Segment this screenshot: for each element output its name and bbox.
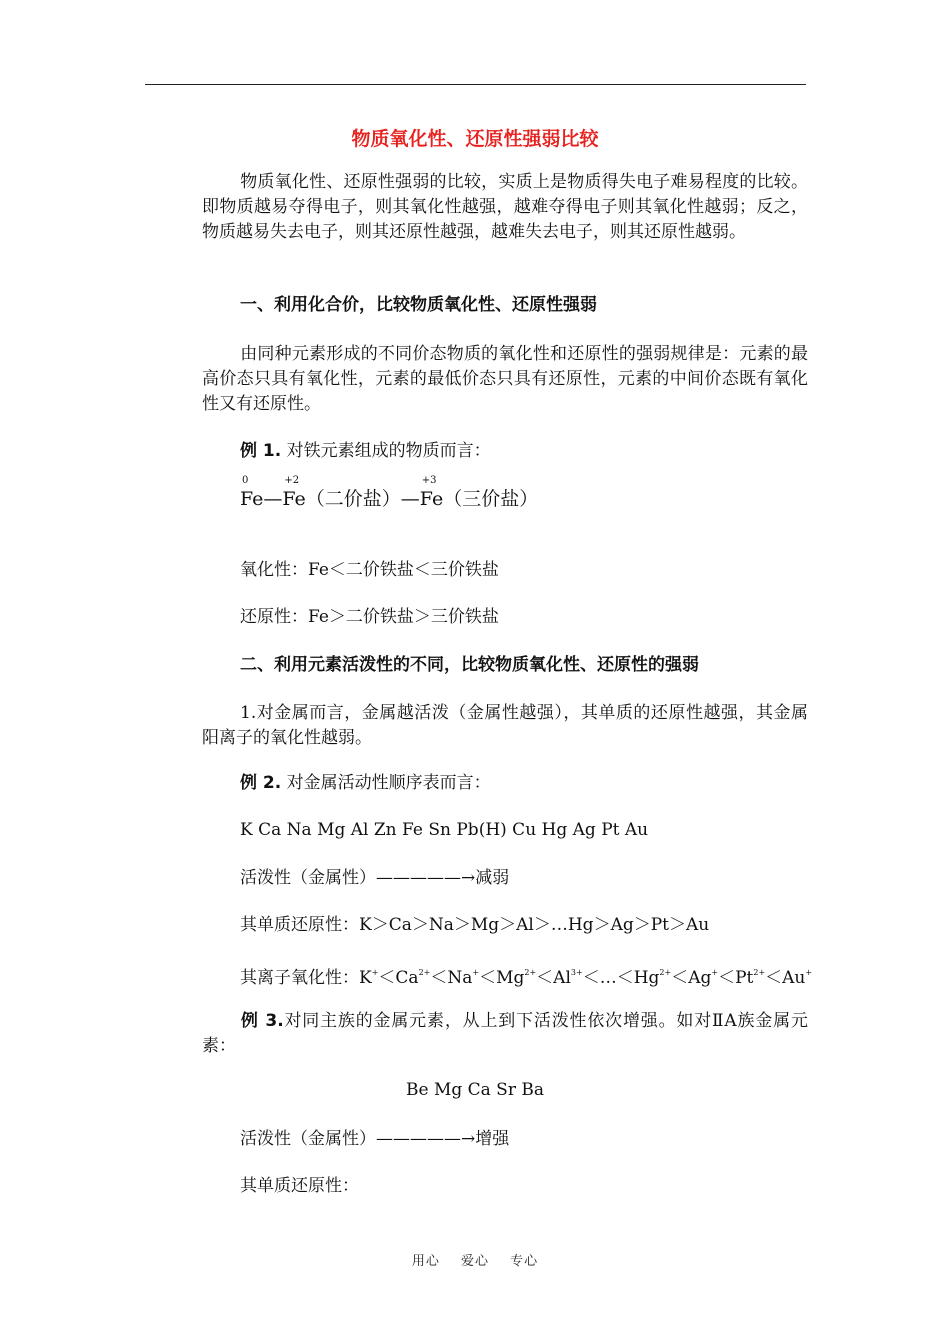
section2-heading: 二、利用元素活泼性的不同，比较物质氧化性、还原性的强弱 [240, 655, 699, 675]
example1-text: 对铁元素组成的物质而言： [286, 441, 491, 461]
ion-symbol: Pt [735, 968, 754, 988]
ion-symbol: Hg [633, 968, 660, 988]
example2-label: 例 2. [240, 773, 282, 793]
ion-oxidizing-label: 其离子氧化性： [240, 968, 359, 988]
group-2a-elements: Be Mg Ca Sr Ba [405, 1080, 544, 1100]
footer-item: 用心 [411, 1254, 440, 1269]
fe-0: 0 Fe [240, 475, 264, 510]
example3-label: 例 3. [240, 1011, 284, 1031]
ion-symbol: K [359, 968, 372, 988]
ion-charge: 3+ [570, 968, 583, 977]
salt-2: （二价盐） [305, 488, 401, 510]
elemental-reducing-order: 其单质还原性：K＞Ca＞Na＞Mg＞Al＞…Hg＞Ag＞Pt＞Au [240, 915, 710, 935]
example1 [240, 439, 491, 464]
fe-2: +2 Fe [282, 475, 306, 510]
ion-symbol: Al [553, 968, 571, 988]
intro-paragraph: 物质氧化性、还原性强弱的比较，实质上是物质得失电子难易程度的比较。即物质越易夺得电子，则其氧化性越强，越难夺得电子则其氧化性越弱；反之，物质越易失去电子，则其还原性越强，越难失去电子，则其还原性越弱。 [202, 172, 808, 242]
section2-point1: 1.对金属而言，金属越活泼（金属性越强），其单质的还原性越强，其金属阳离子的氧化性越弱。 [202, 703, 808, 748]
ion-symbol: … [599, 968, 617, 988]
ion-charge: 2+ [524, 968, 537, 977]
section1-text: 由同种元素形成的不同价态物质的氧化性和还原性的强弱规律是：元素的最高价态只具有氧化性，元素的最低价态只具有还原性，元素的中间价态既有氧化性又有还原性。 [202, 344, 808, 414]
ion-charge: 2+ [659, 968, 672, 977]
example2 [240, 771, 491, 796]
salt-3: （三价盐） [443, 488, 539, 510]
less-than-sign: ＜ [430, 968, 448, 988]
ion-charge: + [472, 968, 480, 977]
page-title: 物质氧化性、还原性强弱比较 [351, 128, 599, 150]
less-than-sign: ＜ [718, 968, 736, 988]
oxidizing-order: 氧化性：Fe＜二价铁盐＜三价铁盐 [240, 560, 499, 580]
less-than-sign: ＜ [378, 968, 396, 988]
reducing-order: 还原性：Fe＞二价铁盐＞三价铁盐 [240, 607, 499, 627]
ion-symbol: Ca [395, 968, 419, 988]
ion-charge: + [805, 968, 813, 977]
fe-3: +3 Fe [419, 475, 444, 510]
ion-charge: + [371, 968, 379, 977]
less-than-sign: ＜ [582, 968, 600, 988]
ion-charge: 2+ [753, 968, 766, 977]
ion-charge: 2+ [418, 968, 431, 977]
less-than-sign: ＜ [671, 968, 689, 988]
example3 [202, 1009, 808, 1059]
less-than-sign: ＜ [536, 968, 554, 988]
example3-text: 对同主族的金属元素，从上到下活泼性依次增强。如对ⅡA族金属元素： [202, 1011, 808, 1056]
ion-symbol: Ag [688, 968, 712, 988]
ion-symbol: Mg [496, 968, 525, 988]
ion-charge: + [711, 968, 719, 977]
less-than-sign: ＜ [479, 968, 497, 988]
header-rule [145, 84, 806, 85]
iron-valence-formula: 0 Fe— +2 Fe（二价盐）— +3 Fe（三价盐） [240, 475, 539, 510]
footer-item: 专心 [510, 1254, 539, 1269]
example1-label: 例 1. [240, 441, 282, 461]
example2-text: 对金属活动性顺序表而言： [286, 773, 491, 793]
ion-list [359, 968, 812, 988]
ion-symbol: Au [782, 968, 806, 988]
less-than-sign: ＜ [765, 968, 783, 988]
less-than-sign: ＜ [616, 968, 634, 988]
footer [0, 1250, 950, 1269]
metal-activity-series: K Ca Na Mg Al Zn Fe Sn Pb(H) Cu Hg Ag Pt Au [240, 820, 649, 840]
ion-oxidizing-order [240, 960, 812, 991]
activity-increase: 活泼性（金属性）—————→增强 [240, 1129, 510, 1149]
elemental-reducing-label: 其单质还原性： [240, 1176, 359, 1196]
activity-decrease: 活泼性（金属性）—————→减弱 [240, 868, 510, 888]
ion-symbol: Na [447, 968, 473, 988]
section1-heading: 一、利用化合价，比较物质氧化性、还原性强弱 [240, 295, 597, 315]
footer-item: 爱心 [460, 1254, 489, 1269]
